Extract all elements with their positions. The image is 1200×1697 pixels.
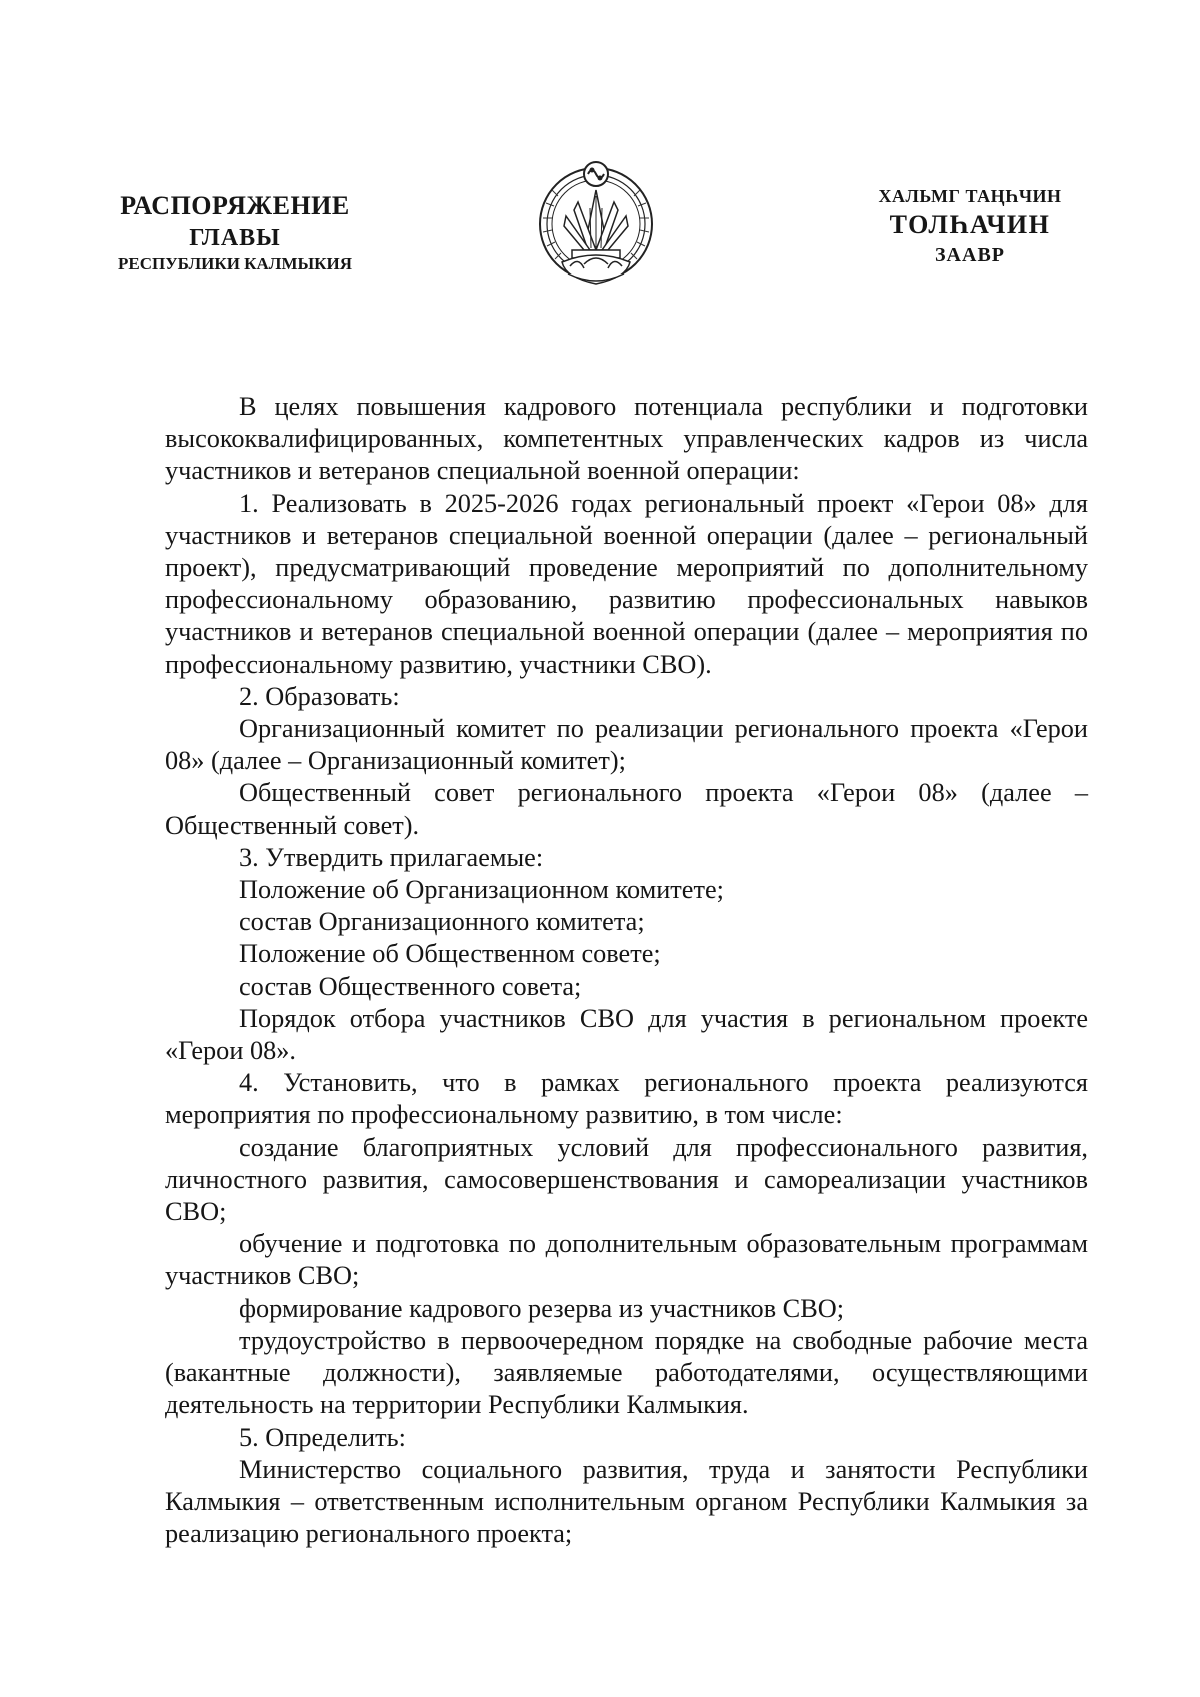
clause-4-item-4: трудоустройство в первоочередном порядке на свободные рабочие места (вакантные должности), заявляемые работодателями, осуществляющими деятельность на территории Республики Калмыкия. <box>165 1325 1088 1420</box>
clause-3-item-5: Порядок отбора участников СВО для участия в региональном проекте «Герои 08». <box>165 1003 1088 1066</box>
header-kalmyk-line2: ТОЛҺАЧИН <box>889 210 1051 240</box>
order-body <box>165 391 1088 1550</box>
preamble-paragraph: В целях повышения кадрового потенциала республики и подготовки высококвалифицированных, компетентных управленческих кадров из числа участников и ветеранов специальной военной операции: <box>165 392 1088 486</box>
clause-5-heading: 5. Определить: <box>239 1422 406 1452</box>
header-kalmyk-line1: ХАЛЬМГ ТАҢҺЧИН <box>878 186 1062 206</box>
clause-2-item-org-committee: Организационный комитет по реализации регионального проекта «Герои 08» (далее – Организационный комитет); <box>165 714 1088 776</box>
clause-4-item-1: создание благоприятных условий для профессионального развития, личностного развития, самосовершенствования и самореализации участников СВО; <box>165 1132 1088 1227</box>
clause-5-item-1: Министерство социального развития, труда и занятости Республики Калмыкия – ответственным исполнительным органом Республики Калмыкия за реализацию регионального проекта; <box>165 1454 1088 1549</box>
header-kalmyk-line3: ЗААВР <box>935 244 1005 267</box>
republic-of-kalmykia-emblem-icon <box>528 150 664 310</box>
clause-3-item-4: состав Общественного совета; <box>239 971 582 1001</box>
header-title-line2: ГЛАВЫ <box>189 224 281 251</box>
clause-2-item-public-council: Общественный совет регионального проекта «Герои 08» (далее – Общественный совет). <box>165 778 1088 840</box>
clause-4-item-2: обучение и подготовка по дополнительным образовательным программам участников СВО; <box>165 1229 1088 1291</box>
document-type-header <box>80 190 390 274</box>
clause-4-item-3: формирование кадрового резерва из участников СВО; <box>239 1293 845 1323</box>
clause-3-item-3: Положение об Общественном совете; <box>239 939 661 969</box>
clause-4: 4. Установить, что в рамках регионального проекта реализуются мероприятия по профессиональному развитию, в том числе: <box>165 1068 1088 1130</box>
clause-3-heading: 3. Утвердить прилагаемые: <box>239 842 544 872</box>
header-title-line3: РЕСПУБЛИКИ КАЛМЫКИЯ <box>117 253 353 273</box>
clause-3-item-2: состав Организационного комитета; <box>239 907 645 937</box>
clause-1: 1. Реализовать в 2025-2026 годах региональный проект «Герои 08» для участников и ветеранов специальной военной операции (далее – региональный проект), предусматривающий проведение мероприятий по дополнительному профессиональному образованию, развитию профессиональных навыков участников и ветеранов специальной военной операции (далее – мероприятия по профессиональному развитию, участники СВО). <box>165 488 1088 679</box>
header-title-line1: РАСПОРЯЖЕНИЕ <box>120 191 350 220</box>
clause-2-heading: 2. Образовать: <box>239 681 400 711</box>
clause-3-item-1: Положение об Организационном комитете; <box>239 875 724 905</box>
document-type-header-kalmyk <box>820 185 1120 268</box>
